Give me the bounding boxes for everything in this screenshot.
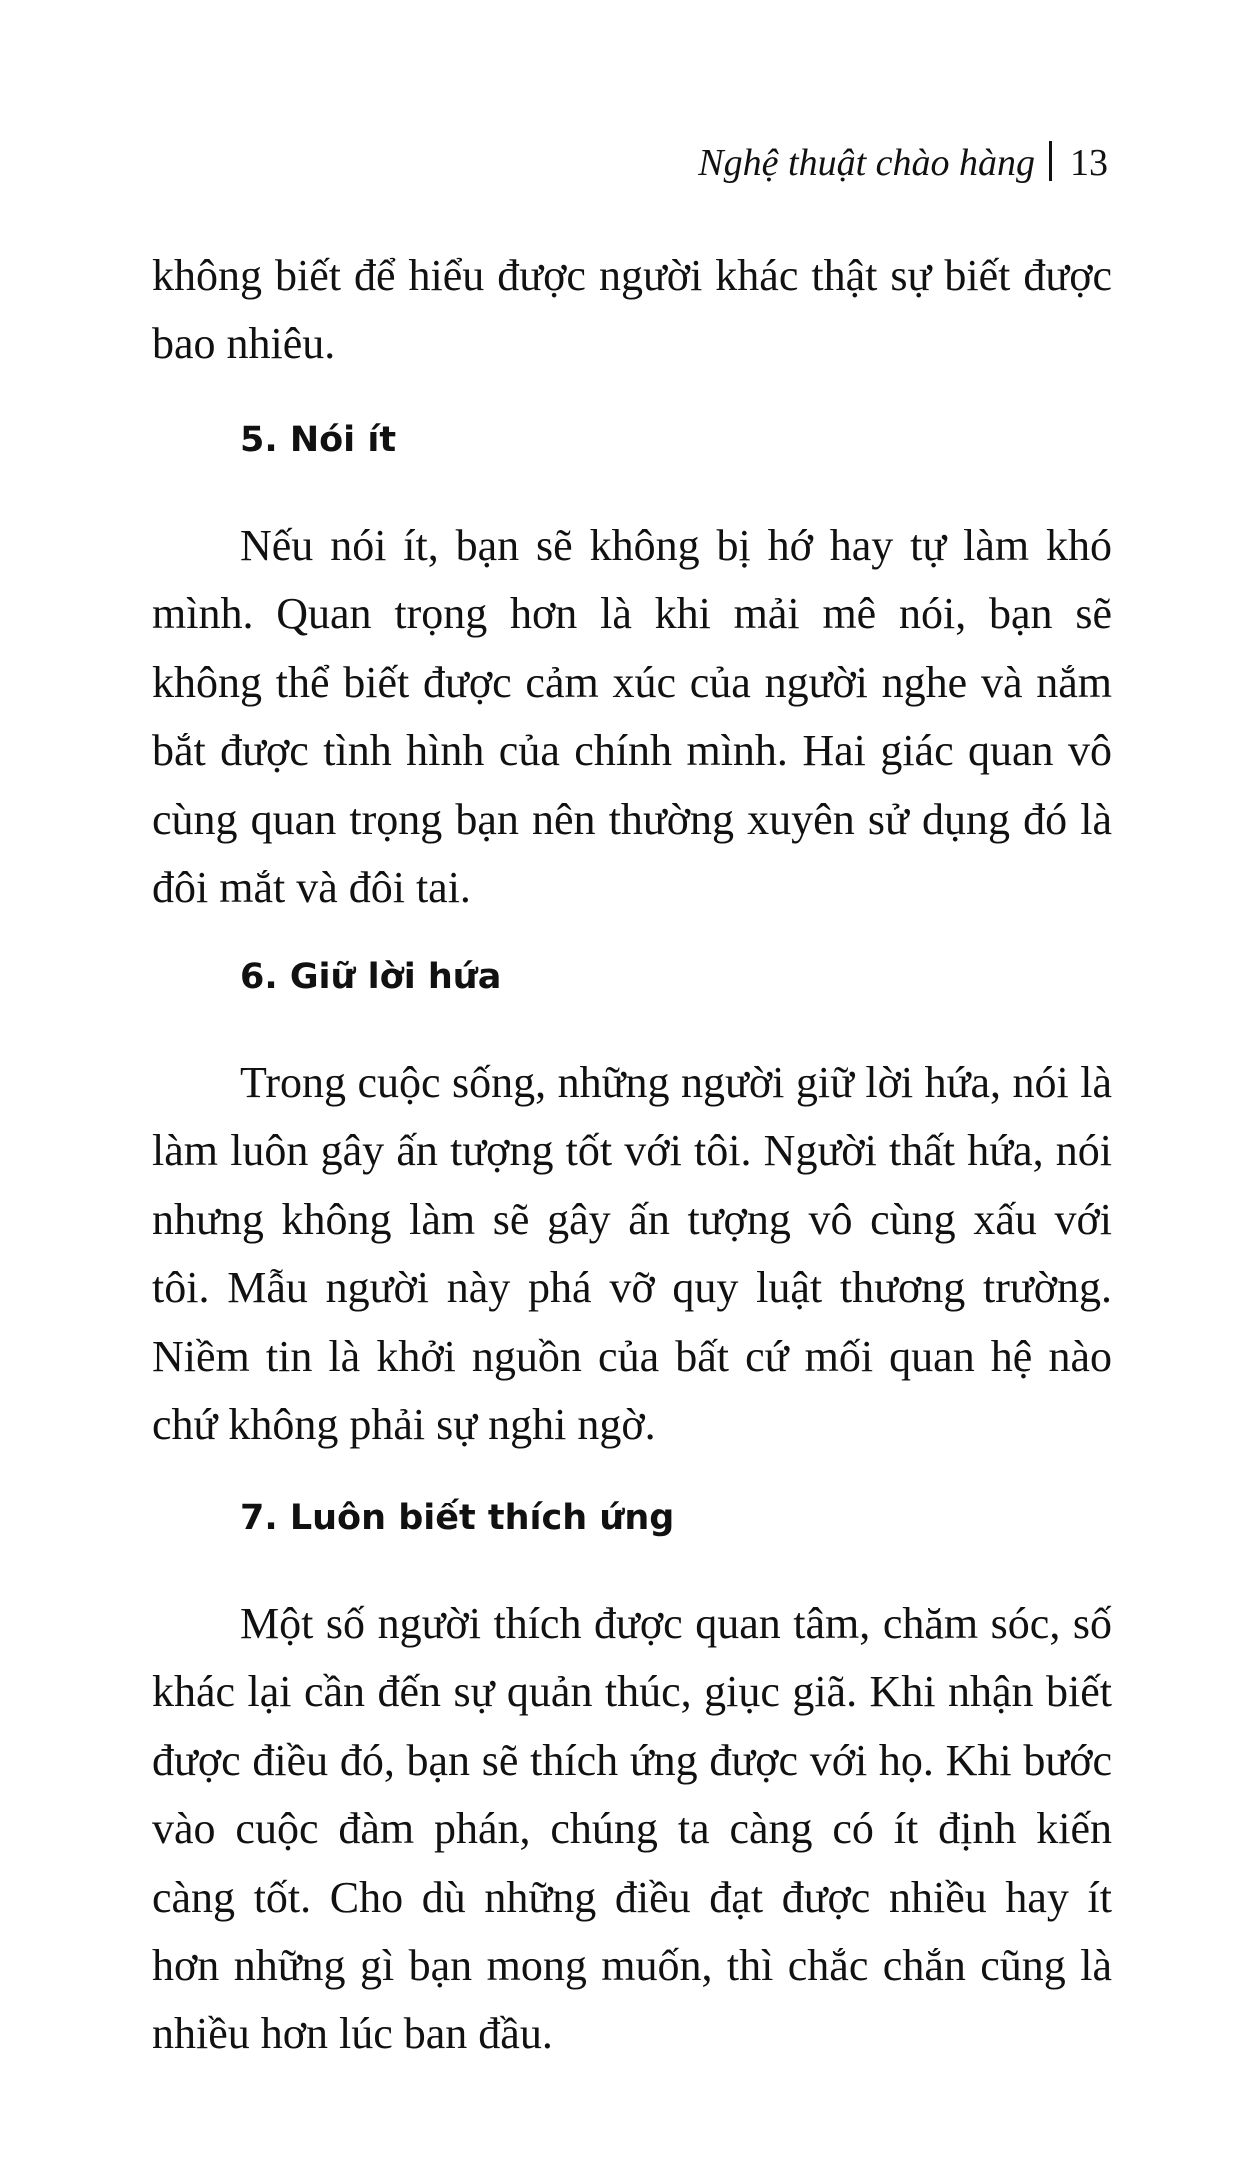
section-paragraph-5: Nếu nói ít, bạn sẽ không bị hớ hay tự làm khó mình. Quan trọng hơn là khi mải mê nói, bạn sẽ không thể biết được cảm xúc của người nghe và nắm bắt được tình hình của chính mình. Hai giác quan vô cùng quan trọng bạn nên thường xuyên sử dụng đó là đôi mắt và đôi tai.	[152, 521, 1112, 913]
intro-paragraph: không biết để hiểu được người khác thật sự biết được bao nhiêu.	[152, 251, 1112, 369]
section-paragraph-6: Trong cuộc sống, những người giữ lời hứa, nói là làm luôn gây ấn tượng tốt với tôi. Người thất hứa, nói nhưng không làm sẽ gây ấn tượng vô cùng xấu với tôi. Mẫu người này phá vỡ quy luật thương trường. Niềm tin là khởi nguồn của bất cứ mối quan hệ nào chứ không phải sự nghi ngờ.	[152, 1058, 1112, 1450]
page-number: 13	[1070, 142, 1108, 184]
section-heading-6: 6. Giữ lời hứa	[240, 957, 502, 997]
section-paragraph-7: Một số người thích được quan tâm, chăm sóc, số khác lại cần đến sự quản thúc, giục giã. Khi nhận biết được điều đó, bạn sẽ thích ứng được với họ. Khi bước vào cuộc đàm phán, chúng ta càng có ít định kiến càng tốt. Cho dù những điều đạt được nhiều hay ít hơn những gì bạn mong muốn, thì chắc chắn cũng là nhiều hơn lúc ban đầu.	[152, 1599, 1112, 2059]
section-heading-5: 5. Nói ít	[240, 420, 397, 460]
running-header-title: Nghệ thuật chào hàng	[698, 142, 1035, 184]
section-heading-7: 7. Luôn biết thích ứng	[240, 1498, 675, 1538]
running-header	[698, 140, 1108, 186]
header-divider	[1049, 141, 1052, 181]
